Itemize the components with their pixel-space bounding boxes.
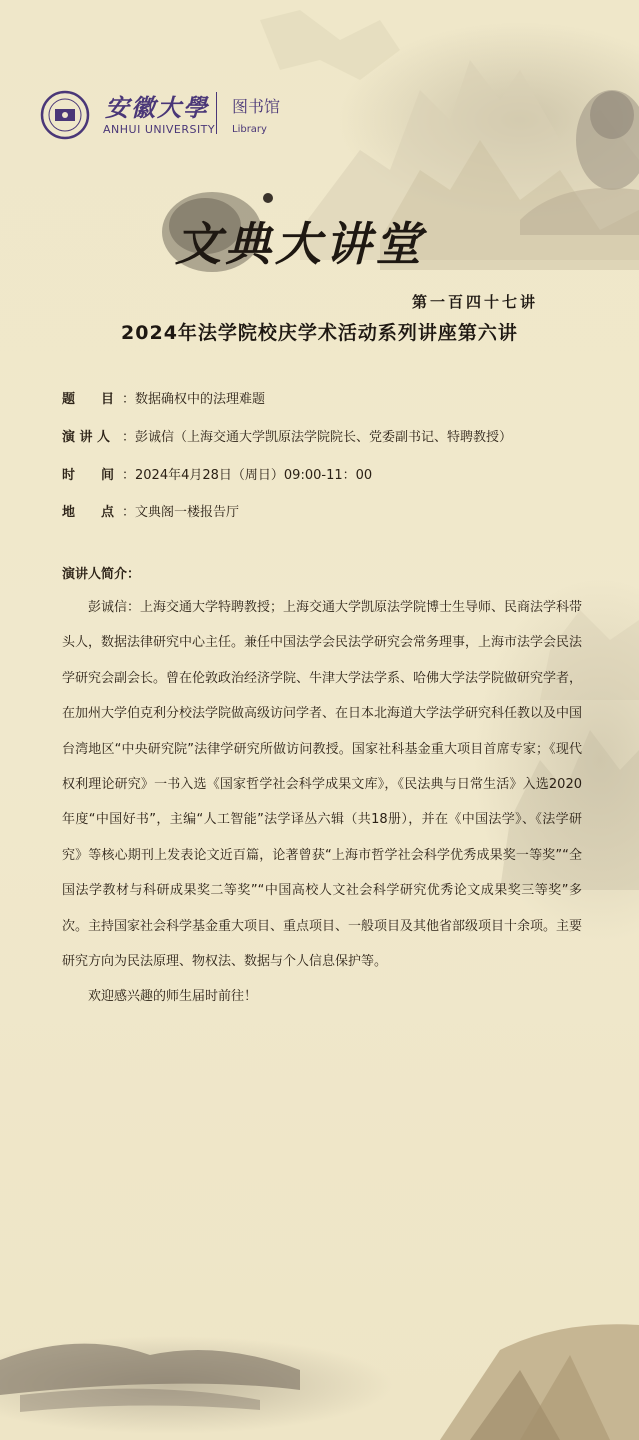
info-row-venue: 地 点 ：文典阁一楼报告厅 xyxy=(62,501,239,520)
ink-wash-fan xyxy=(0,1300,639,1440)
university-name-cn: 安徽大學 xyxy=(105,93,209,122)
bio-paragraph: 彭诚信：上海交通大学特聘教授；上海交通大学凯原法学院博士生导师、民商法学科带头人，数据法律研究中心主任。兼任中国法学会民法学研究会常务理事，上海市法学会民法学研究会副会长。曾在伦敦政治经济学院、牛津大学法学系、哈佛大学法学院做研究学者，在加州大学伯克利分校法学院做高级访问学者、在日本北海道大学法学研究科任教以及中国台湾地区“中央研究院”法律学研究所做访问教授。国家社科基金重大项目首席专家；《现代权利理论研究》一书入选《国家哲学社会科学成果文库》，《民法典与日常生活》入选2020年度“中国好书”，主编“人工智能”法学译丛六辑（共18册），并在《中国法学》、《法学研究》等核心期刊上发表论文近百篇，论著曾获“上海市哲学社会科学优秀成果奖一等奖”“全国法学教材与科研成果奖二等奖”“中国高校人文社会科学研究优秀论文成果奖三等奖”多次。主持国家社会科学基金重大项目、重点项目、一般项目及其他省部级项目十余项。主要研究方向为民法原理、物权法、数据与个人信息保护等。 xyxy=(62,600,583,970)
time-label: 时 间 xyxy=(62,468,115,483)
speaker-label: 演 讲 人 xyxy=(62,430,111,445)
university-name-en: ANHUI UNIVERSITY xyxy=(103,123,216,136)
info-row-speaker: 演 讲 人 ：彭诚信（上海交通大学凯原法学院院长、党委副书记、特聘教授） xyxy=(62,426,512,445)
logo-divider xyxy=(216,92,217,134)
venue-value: 文典阁一楼报告厅 xyxy=(135,505,240,520)
library-name-en: Library xyxy=(232,124,267,135)
series-title: 2024年法学院校庆学术活动系列讲座第六讲 xyxy=(121,322,518,344)
university-seal-icon xyxy=(40,90,90,140)
closing-text: 欢迎感兴趣的师生届时前往！ xyxy=(88,989,258,1005)
library-name-cn: 图书馆 xyxy=(232,97,281,116)
topic-value: 数据确权中的法理难题 xyxy=(135,392,266,407)
time-value: 2024年4月28日（周日）09:00-11：00 xyxy=(135,468,373,483)
bio-body xyxy=(62,590,582,1015)
landscape-painting xyxy=(0,0,639,360)
series-number: 第一百四十七讲 xyxy=(412,293,539,311)
speaker-value: 彭诚信（上海交通大学凯原法学院院长、党委副书记、特聘教授） xyxy=(135,430,513,445)
info-row-time: 时 间 ：2024年4月28日（周日）09:00-11：00 xyxy=(62,464,372,483)
topic-label: 题 目 xyxy=(62,392,115,407)
lecture-brand-title: 文典大讲堂 xyxy=(175,217,425,271)
info-row-topic: 题 目 ：数据确权中的法理难题 xyxy=(62,388,265,407)
venue-label: 地 点 xyxy=(62,505,115,520)
bio-heading: 演讲人简介： xyxy=(62,567,141,582)
